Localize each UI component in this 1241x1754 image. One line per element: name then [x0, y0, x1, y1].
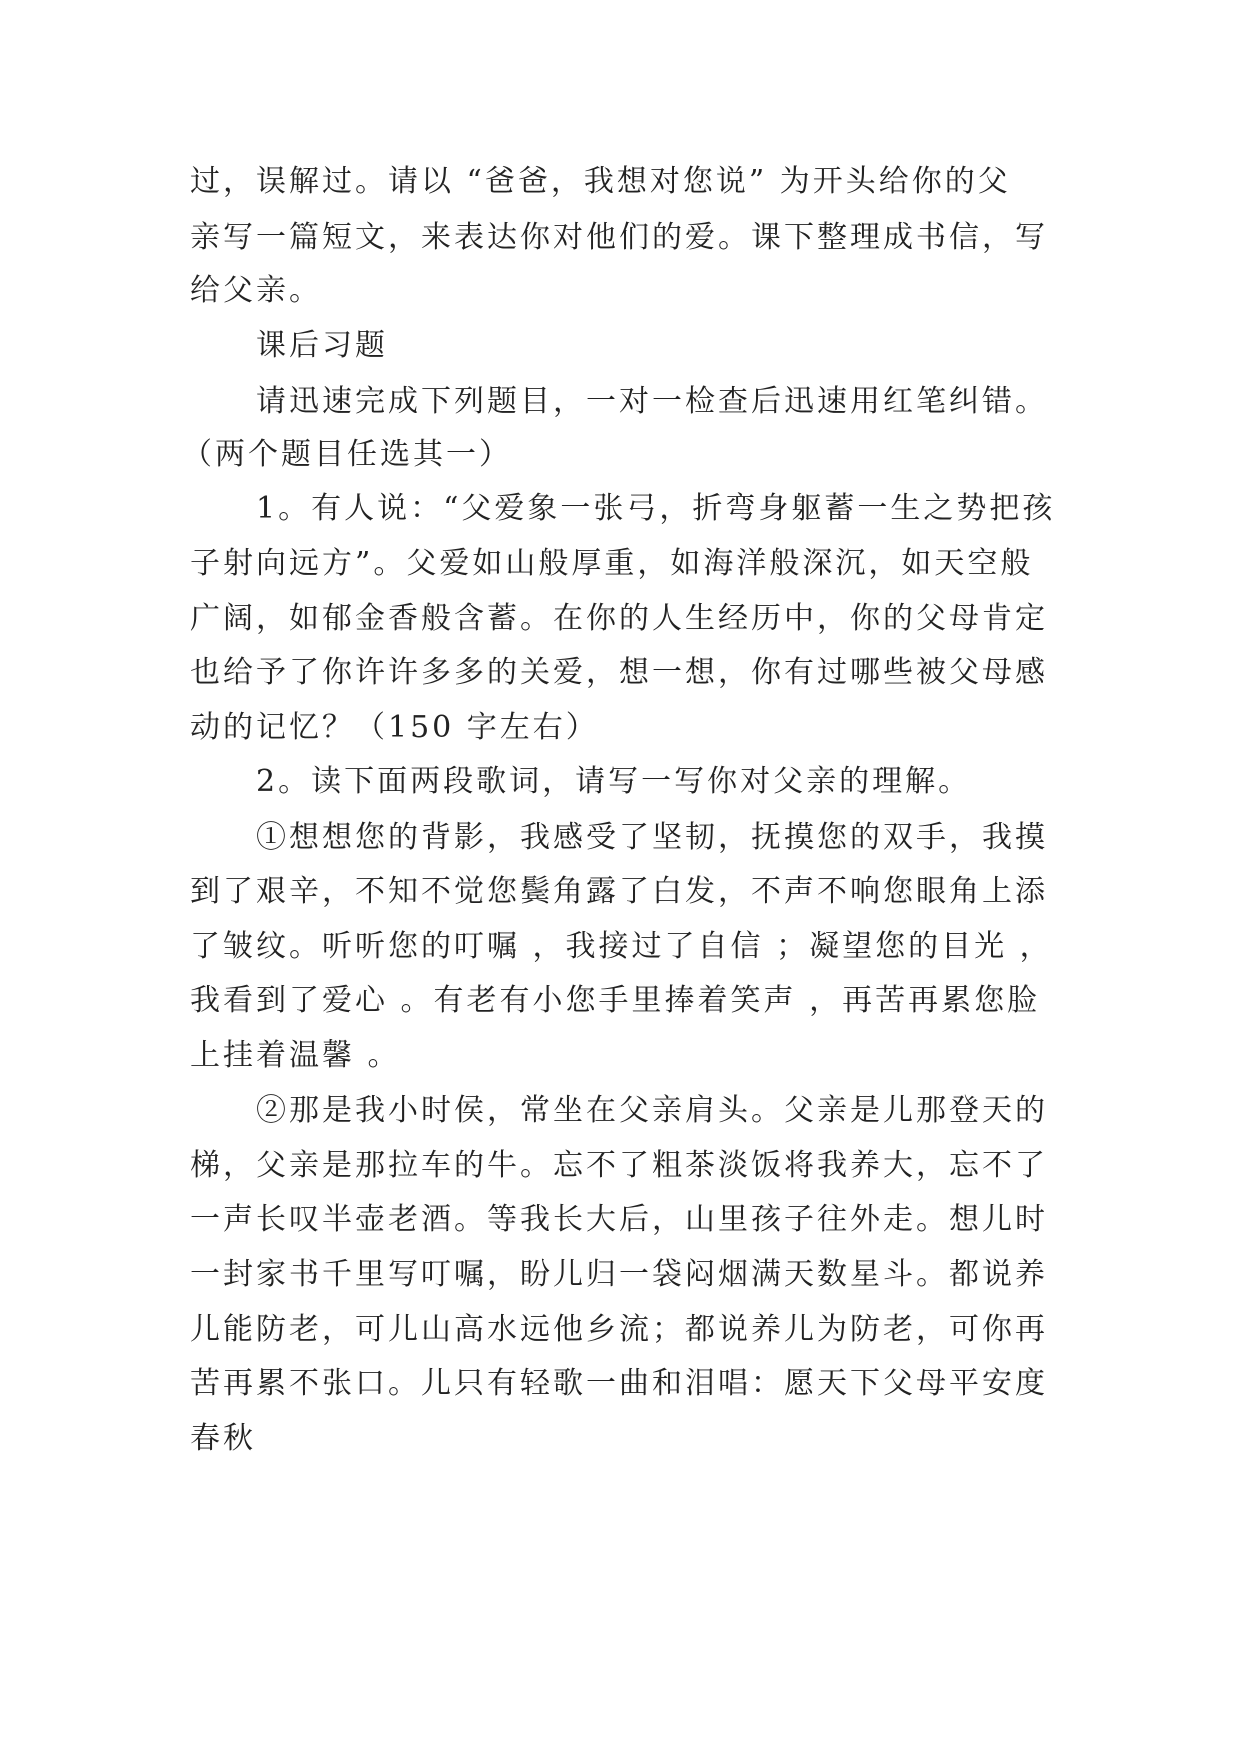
- lyric-1-line: 上挂着温馨 。: [190, 1038, 401, 1073]
- lyric-1-line: 到了艰辛，不知不觉您鬓角露了白发，不声不响您眼角上添: [190, 874, 1048, 909]
- lyric-2-line: 苦再累不张口。儿只有轻歌一曲和泪唱：愿天下父母平安度: [190, 1366, 1048, 1401]
- lyric-2-line: 儿能防老，可儿山高水远他乡流；都说养儿为防老，可你再: [190, 1312, 1048, 1347]
- question-1-line: 动的记忆？（150 字左右）: [190, 710, 599, 745]
- lyric-2-line: 一封家书千里写叮嘱，盼儿归一袋闷烟满天数星斗。都说养: [190, 1257, 1048, 1292]
- question-1-line: 广阔，如郁金香般含蓄。在你的人生经历中，你的父母肯定: [190, 601, 1048, 636]
- question-1-line: 1。有人说：“父爱象一张弓，折弯身躯蓄一生之势把孩: [256, 491, 1056, 526]
- question-2-line: 2。读下面两段歌词，请写一写你对父亲的理解。: [256, 764, 972, 799]
- instruction-note: （两个题目任选其一）: [182, 437, 512, 472]
- lyric-1-line: 我看到了爱心 。有老有小您手里捧着笑声 ，再苦再累您脸: [190, 983, 1041, 1018]
- section-heading: 课后习题: [256, 328, 388, 363]
- lyric-2-line: 一声长叹半壶老酒。等我长大后，山里孩子往外走。想儿时: [190, 1202, 1048, 1237]
- instruction-line: 请迅速完成下列题目，一对一检查后迅速用红笔纠错。: [256, 384, 1048, 419]
- lyric-1-line: ①想想您的背影，我感受了坚韧，抚摸您的双手，我摸: [256, 820, 1048, 855]
- lyric-2-line: ②那是我小时侯，常坐在父亲肩头。父亲是儿那登天的: [256, 1093, 1048, 1128]
- question-1-line: 也给予了你许许多多的关爱，想一想，你有过哪些被父母感: [190, 655, 1048, 690]
- text-line: 过，误解过。请以 “爸爸，我想对您说” 为开头给你的父: [190, 164, 1011, 199]
- lyric-2-line: 春秋: [190, 1421, 256, 1456]
- lyric-2-line: 梯，父亲是那拉车的牛。忘不了粗茶淡饭将我养大，忘不了: [190, 1148, 1048, 1183]
- text-line: 亲写一篇短文，来表达你对他们的爱。课下整理成书信，写: [190, 220, 1048, 255]
- question-1-line: 子射向远方”。父爱如山般厚重，如海洋般深沉，如天空般: [190, 546, 1034, 581]
- text-line: 给父亲。: [190, 273, 322, 308]
- lyric-1-line: 了皱纹。听听您的叮嘱 ，我接过了自信 ；凝望您的目光 ，: [190, 929, 1053, 964]
